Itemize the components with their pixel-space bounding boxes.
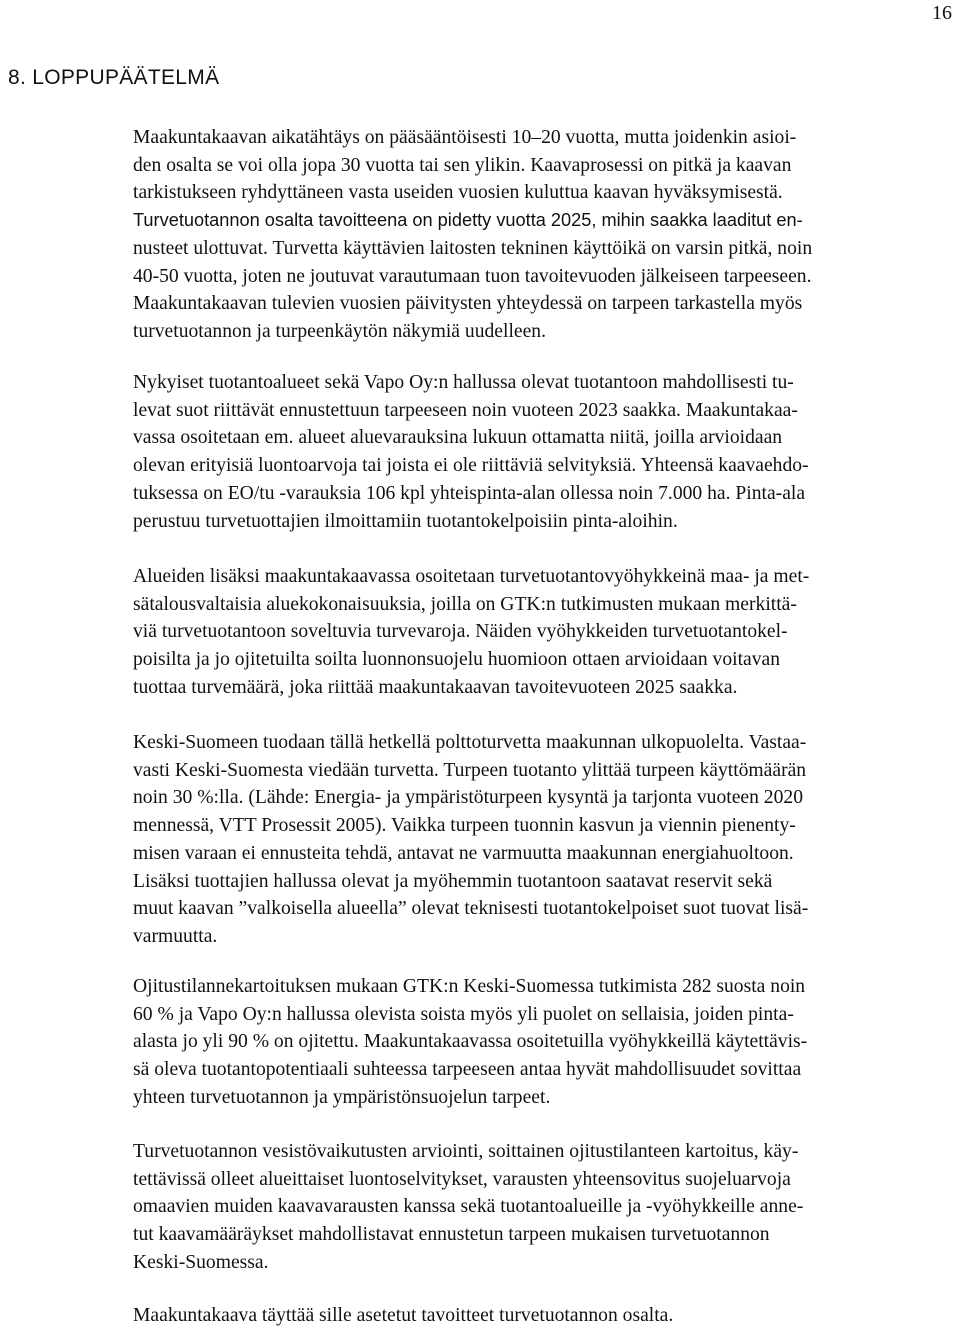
paragraph-line: nusteet ulottuvat. Turvetta käyttävien laitosten tekninen käyttöikä on varsin pitkä, noin: [133, 237, 813, 259]
paragraph-line: perustuu turvetuottajien ilmoittamiin tuotantokelpoisiin pinta-aloihin.: [133, 510, 678, 532]
paragraph-line: Ojitustilannekartoituksen mukaan GTK:n Keski-Suomessa tutkimista 282 suosta noin: [133, 976, 806, 997]
paragraph-line: Nykyiset tuotantoalueet sekä Vapo Oy:n hallussa olevat tuotantoon mahdollisesti tu-: [133, 372, 794, 393]
paragraph-line: Lisäksi tuottajien hallussa olevat ja myöhemmin tuotantoon saatavat reservit sekä: [133, 870, 773, 892]
paragraph-line: alasta jo yli 90 % on ojitettu. Maakuntakaavassa osoitetuilla vyöhykkeillä käytettävis-: [133, 1031, 808, 1053]
paragraph-2: [133, 369, 951, 535]
paragraph-line: 60 % ja Vapo Oy:n hallussa olevista soista myös yli puolet on sellaisia, joiden pinta-: [133, 1003, 794, 1025]
paragraph-line: den osalta se voi olla jopa 30 vuotta tai sen ylikin. Kaavaprosessi on pitkä ja kaavan: [133, 154, 792, 176]
paragraph-line: Maakuntakaavan tulevien vuosien päivitysten yhteydessä on tarpeen tarkastella myös: [133, 293, 803, 315]
paragraph-line: turvetuotannon ja turpeenkäytön näkymiä uudelleen.: [133, 320, 546, 342]
paragraph-line: Keski-Suomessa.: [133, 1251, 269, 1273]
paragraph-line: tut kaavamääräykset mahdollistavat ennustetun tarpeen mukaisen turvetuotannon: [133, 1224, 770, 1246]
paragraph-line: omaavien muiden kaavavarausten kanssa sekä tuotantoalueille ja -vyöhykkeille anne-: [133, 1196, 804, 1218]
paragraph-line: tuksessa on EO/tu -varauksia 106 kpl yhteispinta-alan ollessa noin 7.000 ha. Pinta-ala: [133, 482, 806, 504]
paragraph-line: noin 30 %:lla. (Lähde: Energia- ja ympäristöturpeen kysyntä ja tarjonta vuoteen 2020: [133, 787, 803, 809]
paragraph-line: levat suot riittävät ennustettuun tarpeeseen noin vuoteen 2023 saakka. Maakuntakaa-: [133, 399, 798, 421]
paragraph-line: tettävissä olleet alueittaiset luontoselvitykset, varausten yhteensovitus suojeluarvoja: [133, 1168, 791, 1190]
paragraph-line: tuottaa turvemäärä, joka riittää maakuntakaavan tavoitevuoteen 2025 saakka.: [133, 676, 738, 698]
paragraph-1: [133, 124, 951, 346]
paragraph-line: tarkistukseen ryhdyttäneen vasta useiden vuosien kuluttua kaavan hyväksymisestä.: [133, 182, 783, 204]
paragraph-line: Maakuntakaava täyttää sille asetetut tavoitteet turvetuotannon osalta.: [133, 1305, 674, 1326]
paragraph-line: vasti Keski-Suomesta viedään turvetta. Turpeen tuotanto ylittää turpeen käyttömäärän: [133, 759, 807, 781]
paragraph-5: [133, 973, 951, 1112]
paragraph-line: poisilta ja jo ojitetuilta soilta luonnonsuojelu huomioon ottaen arvioidaan voitavan: [133, 649, 781, 671]
paragraph-line: Turvetuotannon vesistövaikutusten arviointi, soittainen ojitustilanteen kartoitus, käy-: [133, 1141, 799, 1162]
paragraph-line: Keski-Suomeen tuodaan tällä hetkellä polttoturvetta maakunnan ulkopuolelta. Vastaa-: [133, 732, 807, 753]
paragraph-line: mennessä, VTT Prosessit 2005). Vaikka turpeen tuonnin kasvun ja viennin pienenty-: [133, 815, 796, 837]
page-number: 16: [932, 2, 952, 24]
section-heading: 8. LOPPUPÄÄTELMÄ: [8, 66, 220, 89]
paragraph-line: vassa osoitetaan em. alueet aluevarauksina lukuun ottamatta niitä, joilla arvioidaan: [133, 427, 783, 449]
paragraph-7: [133, 1302, 951, 1330]
paragraph-line: varmuutta.: [133, 925, 218, 947]
paragraph-line: olevan erityisiä luontoarvoja tai joista ei ole riittäviä selvityksiä. Yhteensä kaavaehdo-: [133, 455, 809, 477]
paragraph-3: [133, 563, 951, 702]
paragraph-6: [133, 1138, 951, 1277]
paragraph-line: yhteen turvetuotannon ja ympäristönsuojelun tarpeet.: [133, 1086, 551, 1108]
paragraph-line: Turvetuotannon osalta tavoitteena on pidetty vuotta 2025, mihin saakka laaditut en-: [133, 210, 803, 231]
paragraph-line: Alueiden lisäksi maakuntakaavassa osoitetaan turvetuotantovyöhykkeinä maa- ja met-: [133, 566, 810, 587]
paragraph-line: sä oleva tuotantopotentiaali suhteessa tarpeeseen antaa hyvät mahdollisuudet sovittaa: [133, 1059, 802, 1081]
paragraph-line: viä turvetuotantoon soveltuvia turvevaroja. Näiden vyöhykkeiden turvetuotantokel-: [133, 621, 788, 643]
paragraph-line: Maakuntakaavan aikatähtäys on pääsääntöisesti 10–20 vuotta, mutta joidenkin asioi-: [133, 127, 797, 148]
paragraph-line: misen varaan ei ennusteita tehdä, antavat ne varmuutta maakunnan energiahuoltoon.: [133, 842, 794, 864]
paragraph-line: 40-50 vuotta, joten ne joutuvat varautumaan tuon tavoitevuoden jälkeiseen tarpeeseen.: [133, 265, 812, 287]
paragraph-line: muut kaavan ”valkoisella alueella” olevat teknisesti tuotantokelpoiset suot tuovat lisä-: [133, 898, 809, 920]
paragraph-4: [133, 729, 951, 951]
paragraph-line: sätalousvaltaisia aluekokonaisuuksia, joilla on GTK:n tutkimusten mukaan merkittä-: [133, 593, 797, 615]
